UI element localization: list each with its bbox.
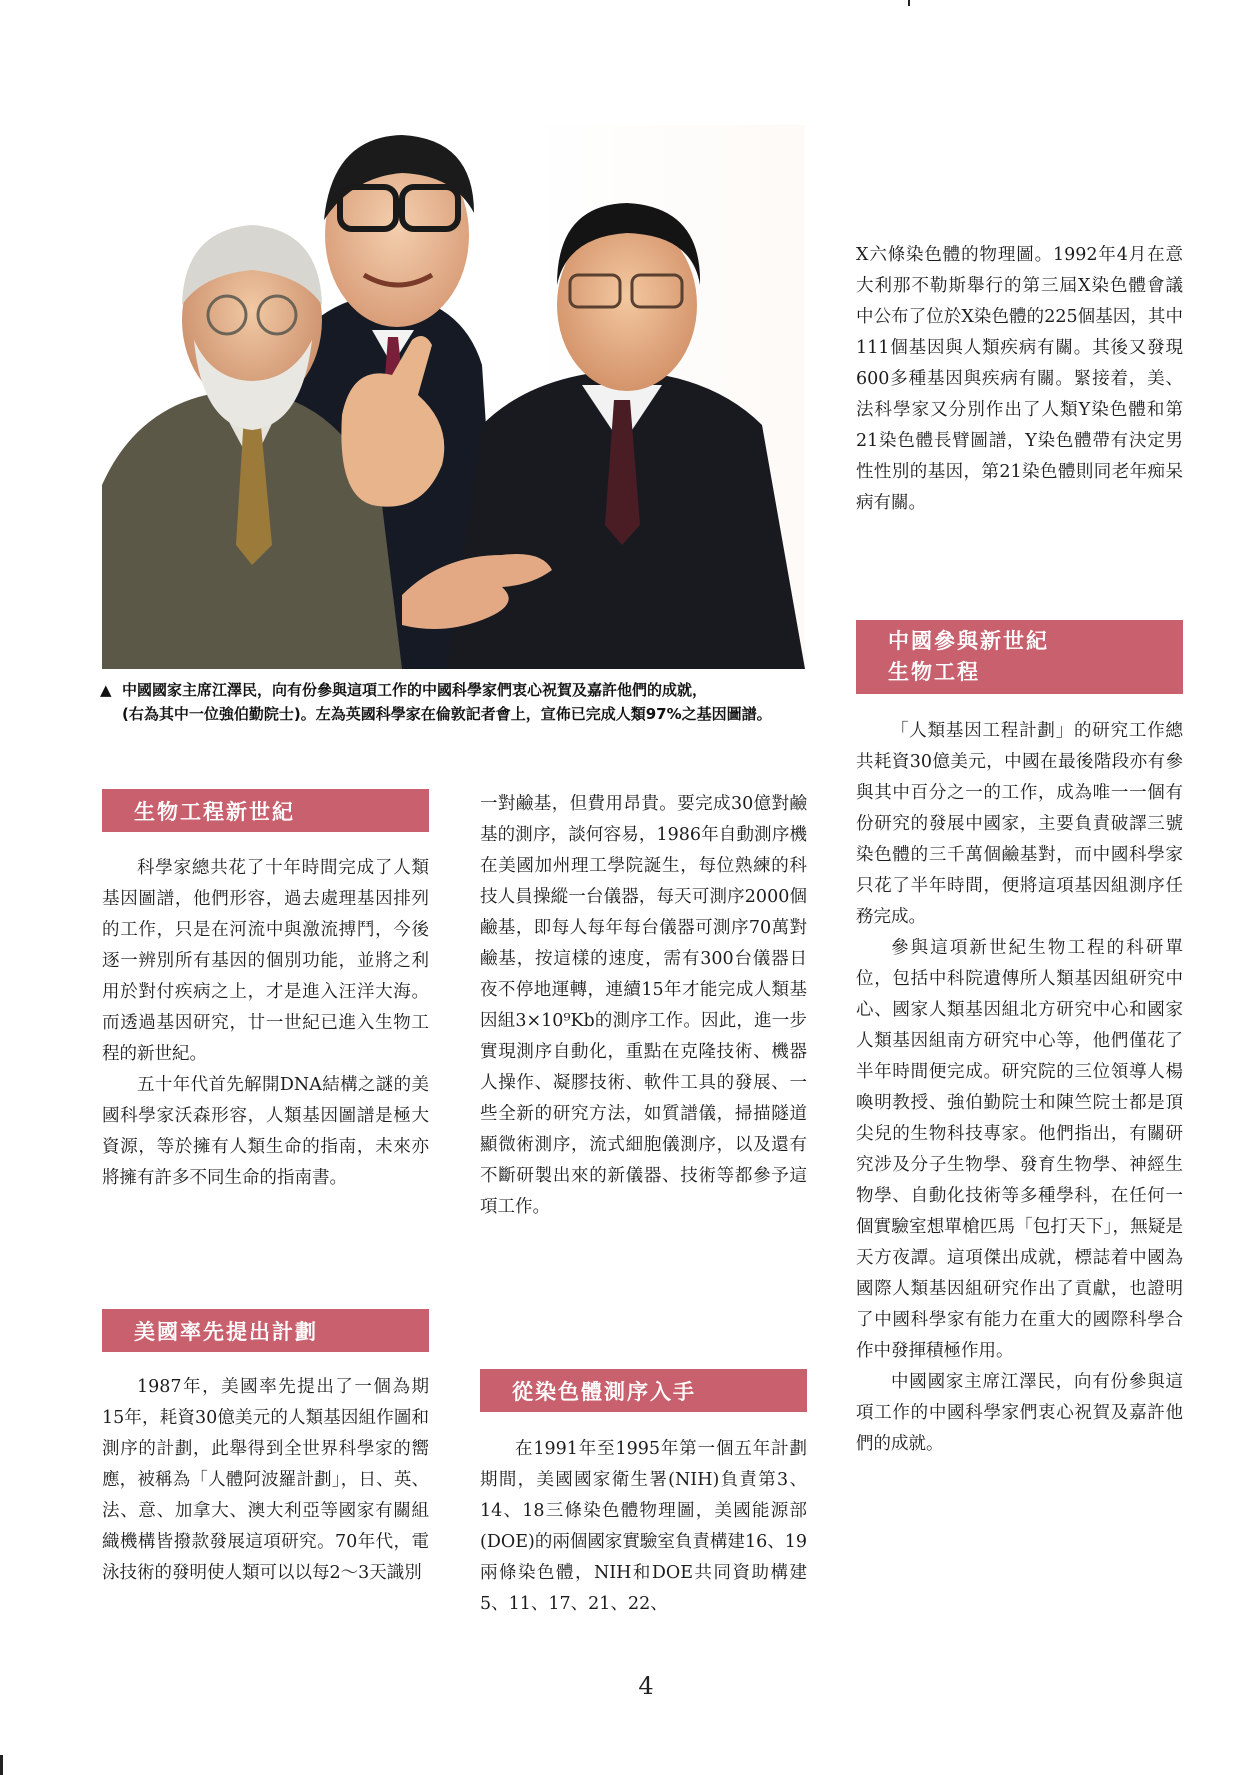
column-1-section-2 [102,1372,429,1589]
heading-text: 生物工程新世紀 [134,799,295,824]
page-number: 4 [638,1672,654,1700]
paragraph: 在1991年至1995年第一個五年計劃期間，美國國家衛生署(NIH)負責第3、14、18三條染色體物理圖，美國能源部(DOE)的兩個國家實驗室負責構建16、19兩條染色體，NIH和DOE共同資助構建5、11、17、21、22、 [480,1439,807,1614]
scan-mark [908,0,910,6]
photo-three-men-icon [102,125,805,669]
column-1-section-1 [102,853,429,1194]
column-2-section-3 [480,1434,807,1620]
heading-chromosome-sequencing [480,1369,807,1412]
paragraph: 五十年代首先解開DNA結構之謎的美國科學家沃森形容，人類基因圖譜是極大資源，等於擁有人類生命的指南，未來亦將擁有許多不同生命的指南書。 [102,1075,429,1188]
paragraph: 科學家總共花了十年時間完成了人類基因圖譜，他們形容，過去處理基因排列的工作，只是在河流中與激流搏鬥，今後逐一辨別所有基因的個別功能，並將之利用於對付疾病之上，才是進入汪洋大海。而透過基因研究，廿一世紀已進入生物工程的新世紀。 [102,858,429,1064]
heading-bioengineering-century [102,789,429,832]
paragraph: 中國國家主席江澤民，向有份參與這項工作的中國科學家們衷心祝賀及嘉許他們的成就。 [856,1372,1183,1454]
heading-text: 美國率先提出計劃 [134,1319,318,1344]
paragraph: 參與這項新世紀生物工程的科研單位，包括中科院遺傳所人類基因組研究中心、國家人類基因組北方研究中心和國家人類基因組南方研究中心等，他們僅花了半年時間便完成。研究院的三位領導人楊喚明教授、強伯勤院士和陳竺院士都是頂尖兒的生物科技專家。他們指出，有關研究涉及分子生物學、發育生物學、神經生物學、自動化技術等多種學科，在任何一個實驗室想單槍匹馬「包打天下」，無疑是天方夜譚。這項傑出成就，標誌着中國為國際人類基因組研究作出了貢獻，也證明了中國科學家有能力在重大的國際科學合作中發揮積極作用。 [856,938,1183,1361]
scan-mark [0,1755,3,1775]
paragraph: 1987年，美國率先提出了一個為期15年，耗資30億美元的人類基因組作圖和測序的計劃，此舉得到全世界科學家的嚮應，被稱為「人體阿波羅計劃」，日、英、法、意、加拿大、澳大利亞等國家有關組織機構皆撥款發展這項研究。70年代，電泳技術的發明使人類可以以每2～3天識別 [102,1377,429,1583]
paragraph: 「人類基因工程計劃」的研究工作總共耗資30億美元，中國在最後階段亦有參與其中百分之一的工作，成為唯一一個有份研究的發展中國家，主要負責破譯三號染色體的三千萬個鹼基對，而中國科學家只花了半年時間，便將這項基因組測序任務完成。 [856,721,1183,927]
triangle-marker-icon: ▲ [100,681,112,699]
column-2-text [480,789,807,1223]
column-3-text [856,240,1183,519]
caption-line-2: (右為其中一位強伯勤院士)。左為英國科學家在倫敦記者會上，宣佈已完成人類97%之基因圖譜。 [122,705,772,723]
heading-china-participation [856,620,1183,694]
heading-text: 從染色體測序入手 [512,1379,696,1404]
paragraph: X六條染色體的物理圖。1992年4月在意大利那不勒斯舉行的第三屆X染色體會議中公布了位於X染色體的225個基因，其中111個基因與人類疾病有關。其後又發現600多種基因與疾病有關。緊接着，美、法科學家又分別作出了人類Y染色體和第21染色體長臂圖譜，Y染色體帶有決定男性性別的基因，第21染色體則同老年痴呆病有關。 [856,245,1183,513]
photo-three-men [102,125,805,669]
heading-us-initiative [102,1309,429,1352]
heading-text-line-1: 中國參與新世紀 [888,629,1049,653]
column-3-section-4 [856,716,1183,1460]
heading-text-line-2: 生物工程 [888,660,980,684]
paragraph: 一對鹼基，但費用昂貴。要完成30億對鹼基的測序，談何容易，1986年自動測序機在美國加州理工學院誕生，每位熟練的科技人員操縱一台儀器，每天可測序2000個鹼基，即每人每年每台儀器可測序70萬對鹼基，按這樣的速度，需有300台儀器日夜不停地運轉，連續15年才能完成人類基因組3×10⁹Kb的測序工作。因此，進一步實現測序自動化，重點在克隆技術、機器人操作、凝膠技術、軟件工具的發展、一些全新的研究方法，如質譜儀，掃描隧道顯微術測序，流式細胞儀測序，以及還有不斷研製出來的新儀器、技術等都參予這項工作。 [480,794,807,1217]
caption-line-1: 中國國家主席江澤民，向有份參與這項工作的中國科學家們衷心祝賀及嘉許他們的成就， [122,681,708,699]
photo-caption [100,678,812,726]
